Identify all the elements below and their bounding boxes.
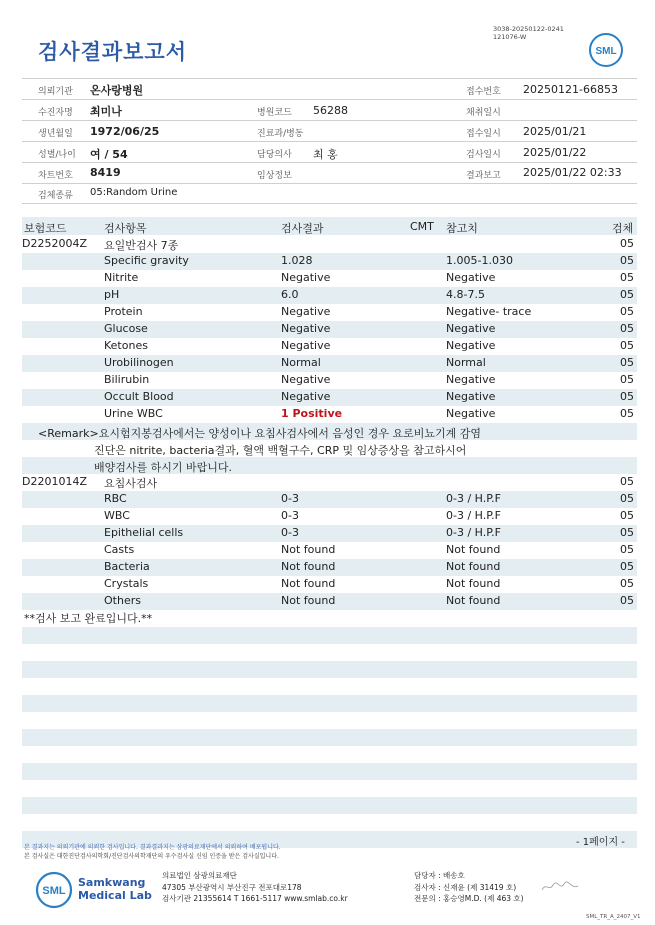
- doc-id-line2: 121076-W: [493, 33, 527, 41]
- table-row: [22, 253, 637, 270]
- test-name: Bacteria: [104, 560, 150, 573]
- specimen-code: 05: [620, 356, 634, 369]
- col-header-cmt: CMT: [410, 220, 434, 233]
- org-info: [162, 870, 348, 905]
- test-name: Epithelial cells: [104, 526, 184, 539]
- document-id: [493, 25, 564, 41]
- table-row: [22, 236, 637, 253]
- test-name: pH: [104, 288, 120, 301]
- test-result: Not found: [281, 543, 336, 556]
- brand-line2: Medical Lab: [78, 889, 152, 902]
- org-name: 의료법인 삼광의료재단: [162, 871, 237, 880]
- col-header-name: 검사항목: [104, 222, 147, 235]
- specimen-code: 05: [620, 560, 634, 573]
- specimen-code: 05: [620, 475, 634, 488]
- group-name: 요침사검사: [104, 477, 158, 490]
- test-name: Urobilinogen: [104, 356, 174, 369]
- receipt-date-value: 2025/01/21: [523, 125, 587, 138]
- table-row: [22, 576, 637, 593]
- form-code: SML_TR_A_2407_V1: [586, 914, 641, 920]
- hospital-value: 온사랑병원: [90, 84, 144, 97]
- test-result: 6.0: [281, 288, 299, 301]
- svg-text:SML: SML: [595, 46, 617, 57]
- test-date-label: 검사일시: [466, 150, 501, 160]
- doc-id-line1: 3038-20250122-0241: [493, 25, 564, 33]
- specimen-code: 05: [620, 373, 634, 386]
- test-reference: Negative: [446, 407, 496, 420]
- test-result: 0-3: [281, 492, 299, 505]
- test-name: Casts: [104, 543, 135, 556]
- group-code: D2201014Z: [22, 475, 87, 488]
- test-name: RBC: [104, 492, 127, 505]
- dept-label: 진료과/병동: [257, 129, 304, 139]
- specimen-code: 05: [620, 492, 634, 505]
- test-reference: Normal: [446, 356, 486, 369]
- table-row: [22, 559, 637, 576]
- test-reference: 0-3 / H.P.F: [446, 492, 501, 505]
- staff-info: [414, 870, 524, 905]
- chart-value: 8419: [90, 166, 121, 179]
- specimen-code: 05: [620, 254, 634, 267]
- staff-tester: 검사자 : 신재윤 (제 31419 호): [414, 882, 517, 892]
- test-reference: Not found: [446, 560, 501, 573]
- test-reference: 4.8-7.5: [446, 288, 485, 301]
- test-name: Specific gravity: [104, 254, 189, 267]
- signature-icon: [540, 880, 580, 894]
- test-name: Nitrite: [104, 271, 139, 284]
- report-label: 결과보고: [466, 171, 501, 181]
- test-reference: 0-3 / H.P.F: [446, 509, 501, 522]
- test-result: Negative: [281, 373, 331, 386]
- test-result: Negative: [281, 322, 331, 335]
- staff-manager: 담당자 : 배송호: [414, 871, 465, 880]
- test-reference: Not found: [446, 543, 501, 556]
- col-header-code: 보험코드: [24, 222, 67, 235]
- specimen-code: 05: [620, 526, 634, 539]
- test-result: 0-3: [281, 509, 299, 522]
- table-row: [22, 474, 637, 491]
- test-name: Protein: [104, 305, 143, 318]
- test-result: Normal: [281, 356, 321, 369]
- table-row: [22, 338, 637, 355]
- group-name: 요일반검사 7종: [104, 239, 179, 252]
- test-result: Not found: [281, 577, 336, 590]
- test-name: Urine WBC: [104, 407, 163, 420]
- report-title: 검사결과보고서: [38, 40, 188, 64]
- svg-text:SML: SML: [42, 885, 66, 897]
- sml-logo-icon: [34, 870, 74, 910]
- test-result: Not found: [281, 594, 336, 607]
- dob-label: 생년월일: [38, 129, 73, 139]
- test-reference: Negative: [446, 271, 496, 284]
- specimen-value: 05:Random Urine: [90, 187, 178, 198]
- table-row: [22, 287, 637, 304]
- test-reference: Negative: [446, 322, 496, 335]
- test-reference: 0-3 / H.P.F: [446, 526, 501, 539]
- remark-line-2: 진단은 nitrite, bacteria결과, 혈액 백혈구수, CRP 및 임상증상을 참고하시어: [94, 444, 467, 457]
- specimen-code: 05: [620, 509, 634, 522]
- doctor-value: 최 홍: [313, 148, 338, 161]
- specimen-code: 05: [620, 237, 634, 250]
- test-result: Negative: [281, 305, 331, 318]
- test-name: Crystals: [104, 577, 149, 590]
- specimen-label: 검체종류: [38, 191, 73, 201]
- org-address: 47305 부산광역시 부산진구 전포대로178: [162, 882, 302, 892]
- footer-notice-2: 본 검사실은 대한진단검사의학회/진단검사의학재단의 우수검사실 신임 인증을 받은 검사실입니다.: [24, 853, 279, 860]
- test-result: 0-3: [281, 526, 299, 539]
- table-row: [22, 491, 637, 508]
- test-reference: Negative- trace: [446, 305, 532, 318]
- table-row: [22, 593, 637, 610]
- specimen-code: 05: [620, 390, 634, 403]
- test-result: Negative: [281, 339, 331, 352]
- test-name: Glucose: [104, 322, 148, 335]
- table-row: [22, 321, 637, 338]
- brand-line1: Samkwang: [78, 876, 146, 889]
- test-result: Negative: [281, 390, 331, 403]
- hospital-label: 의뢰기관: [38, 87, 73, 97]
- doctor-label: 담당의사: [257, 150, 292, 160]
- test-name: Ketones: [104, 339, 148, 352]
- receipt-no-value: 20250121-66853: [523, 83, 618, 96]
- test-result: Negative: [281, 271, 331, 284]
- col-header-specimen: 검체: [612, 222, 634, 235]
- name-value: 최미나: [90, 105, 122, 118]
- hospital-code-value: 56288: [313, 104, 348, 117]
- table-row: [22, 355, 637, 372]
- specimen-code: 05: [620, 322, 634, 335]
- specimen-code: 05: [620, 543, 634, 556]
- brand-name: [78, 876, 152, 902]
- remark-line-3: 배양검사를 하시기 바랍니다.: [94, 461, 233, 474]
- table-row: [22, 270, 637, 287]
- table-row: [22, 389, 637, 406]
- collect-label: 채취일시: [466, 108, 501, 118]
- remark-line-1: <Remark>요시험지봉검사에서는 양성이나 요침사검사에서 음성인 경우 요로비뇨기계 감염: [38, 427, 481, 440]
- sex-age-value: 여 / 54: [90, 148, 128, 161]
- specimen-code: 05: [620, 594, 634, 607]
- test-reference: Not found: [446, 577, 501, 590]
- table-row: [22, 304, 637, 321]
- specimen-code: 05: [620, 288, 634, 301]
- table-row: [22, 542, 637, 559]
- receipt-date-label: 접수일시: [466, 129, 501, 139]
- test-name: Bilirubin: [104, 373, 150, 386]
- test-result: Not found: [281, 560, 336, 573]
- footer-notice-1: 본 결과지는 의뢰기관에 의뢰한 검사입니다. 결과결과지는 삼광의료재단에서 의뢰하여 배포됩니다.: [24, 844, 281, 851]
- table-row: [22, 372, 637, 389]
- test-reference: Negative: [446, 339, 496, 352]
- test-result-abnormal: 1 Positive: [281, 407, 343, 420]
- sex-age-label: 성별/나이: [38, 150, 76, 160]
- col-header-result: 검사결과: [281, 222, 324, 235]
- org-contact: 검사기관 21355614 T 1661-5117 www.smlab.co.kr: [162, 894, 348, 903]
- table-row: [22, 508, 637, 525]
- sml-logo-icon: [588, 32, 624, 68]
- test-date-value: 2025/01/22: [523, 146, 587, 159]
- specimen-code: 05: [620, 339, 634, 352]
- page-number: - 1페이지 -: [576, 837, 625, 848]
- specimen-code: 05: [620, 577, 634, 590]
- test-reference: Negative: [446, 373, 496, 386]
- test-result: 1.028: [281, 254, 313, 267]
- specimen-code: 05: [620, 407, 634, 420]
- table-row: [22, 406, 637, 423]
- test-reference: Negative: [446, 390, 496, 403]
- report-value: 2025/01/22 02:33: [523, 166, 622, 179]
- test-name: Occult Blood: [104, 390, 174, 403]
- specimen-code: 05: [620, 271, 634, 284]
- test-reference: 1.005-1.030: [446, 254, 513, 267]
- hospital-code-label: 병원코드: [257, 108, 292, 118]
- dob-value: 1972/06/25: [90, 125, 160, 138]
- col-header-ref: 참고치: [446, 222, 478, 235]
- group-code: D2252004Z: [22, 237, 87, 250]
- receipt-no-label: 접수번호: [466, 87, 501, 97]
- staff-specialist: 전문의 : 홍승영M.D. (제 463 호): [414, 894, 524, 903]
- end-note: **검사 보고 완료입니다.**: [24, 612, 153, 625]
- chart-label: 차트번호: [38, 171, 73, 181]
- specimen-code: 05: [620, 305, 634, 318]
- test-name: WBC: [104, 509, 130, 522]
- test-reference: Not found: [446, 594, 501, 607]
- test-name: Others: [104, 594, 141, 607]
- clinical-label: 임상정보: [257, 171, 292, 181]
- name-label: 수진자명: [38, 108, 73, 118]
- table-row: [22, 525, 637, 542]
